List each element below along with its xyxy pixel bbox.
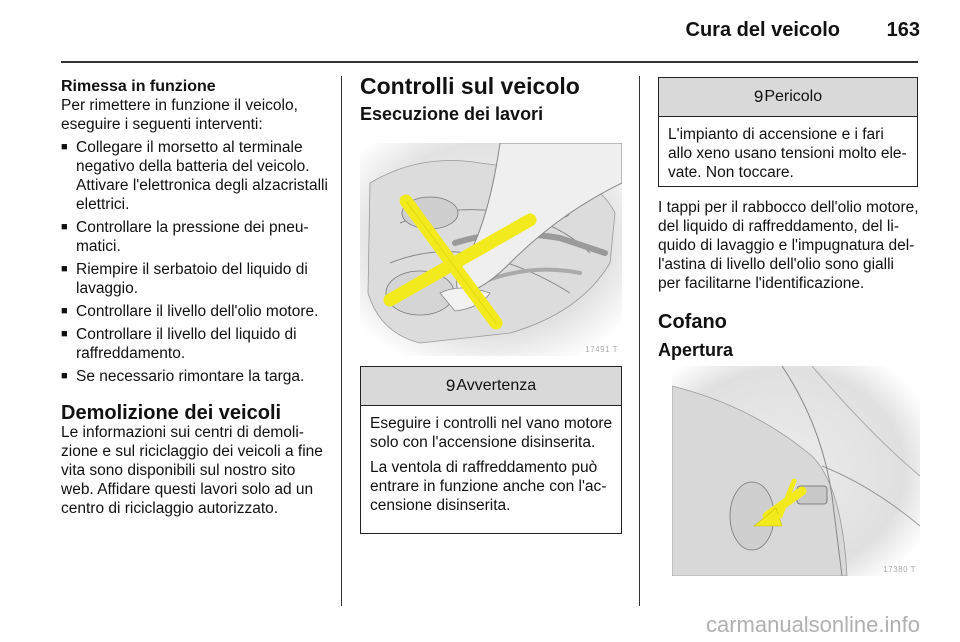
list-item: ■ Controllare il livello del liquido di raffreddamento. — [61, 325, 329, 363]
figure-code: 17380 T — [883, 565, 916, 574]
disposal-text: Le informazioni sui centri di demolizione e sul riciclaggio dei veicoli a fine vita sono disponibili sul nostro sito web. Affidare questi lavori solo ad un centro di riciclaggio autorizzato. — [61, 424, 323, 517]
list-item: ■ Collegare il morsetto al terminale negativo della batteria del veicolo. Attivare l'elettronica degli alzacristalli elettrici. — [61, 138, 329, 214]
list-item: ■ Riempire il serbatoio del liquido di lavaggio. — [61, 260, 329, 298]
figure-code: 17491 T — [585, 345, 618, 354]
section-title-disposal: Demolizione dei veicoli — [61, 402, 282, 424]
subsection-title-work: Esecuzione dei lavori — [360, 104, 544, 124]
left-column — [61, 77, 329, 518]
page-header — [0, 0, 960, 56]
column-divider-2 — [639, 76, 640, 606]
watermark: carmanualsonline.info — [705, 612, 920, 637]
column-divider-1 — [341, 76, 342, 606]
engine-bay-illustration — [360, 143, 622, 356]
danger-header — [659, 78, 917, 117]
warning-icon: 9 — [445, 376, 456, 395]
danger-icon: 9 — [753, 87, 764, 106]
hood-release-figure — [672, 366, 920, 576]
engine-bay-figure — [360, 143, 622, 356]
danger-label: Pericolo — [764, 88, 823, 105]
warning-text-2: La ventola di raffreddamento può entrare in funzione anche con l'accensione disinserita. — [370, 459, 607, 514]
page-number: 163 — [886, 19, 920, 41]
section-title-restart: Rimessa in funzione — [61, 78, 216, 95]
warning-box — [360, 366, 622, 534]
danger-body — [659, 117, 917, 194]
right-column — [658, 198, 920, 360]
list-item: ■ Controllare il livello dell'olio motore. — [61, 302, 329, 321]
section-title-hood: Cofano — [658, 311, 727, 333]
list-item: ■ Controllare la pressione dei pneumatici. — [61, 218, 329, 256]
subsection-title-opening: Apertura — [658, 340, 734, 360]
middle-column — [360, 73, 622, 124]
danger-text: L'impianto di accensione e i fari allo xeno usano tensioni molto elevate. Non toccare. — [668, 126, 907, 181]
restart-list — [61, 138, 329, 386]
hood-release-illustration — [672, 366, 920, 576]
warning-header — [361, 367, 621, 406]
chapter-title: Cura del veicolo — [685, 19, 840, 41]
list-item: ■ Se necessario rimontare la targa. — [61, 367, 329, 386]
warning-text-1: Eseguire i controlli nel vano motore solo con l'accensione disinserita. — [370, 415, 613, 451]
restart-intro: Per rimettere in funzione il veicolo, eseguire i seguenti interventi: — [61, 97, 298, 133]
section-title-checks: Controlli sul veicolo — [360, 73, 580, 99]
header-rule — [61, 61, 918, 63]
danger-box — [658, 77, 918, 187]
warning-body — [361, 406, 621, 527]
warning-label: Avvertenza — [456, 377, 537, 394]
fluid-caps-text: I tappi per il rabbocco dell'olio motore, del liquido di raffreddamento, del liquido di lavaggio e l'impugnatura dell'astina di livello dell'olio sono gialli per facilitarne l'identificazione. — [658, 199, 919, 292]
